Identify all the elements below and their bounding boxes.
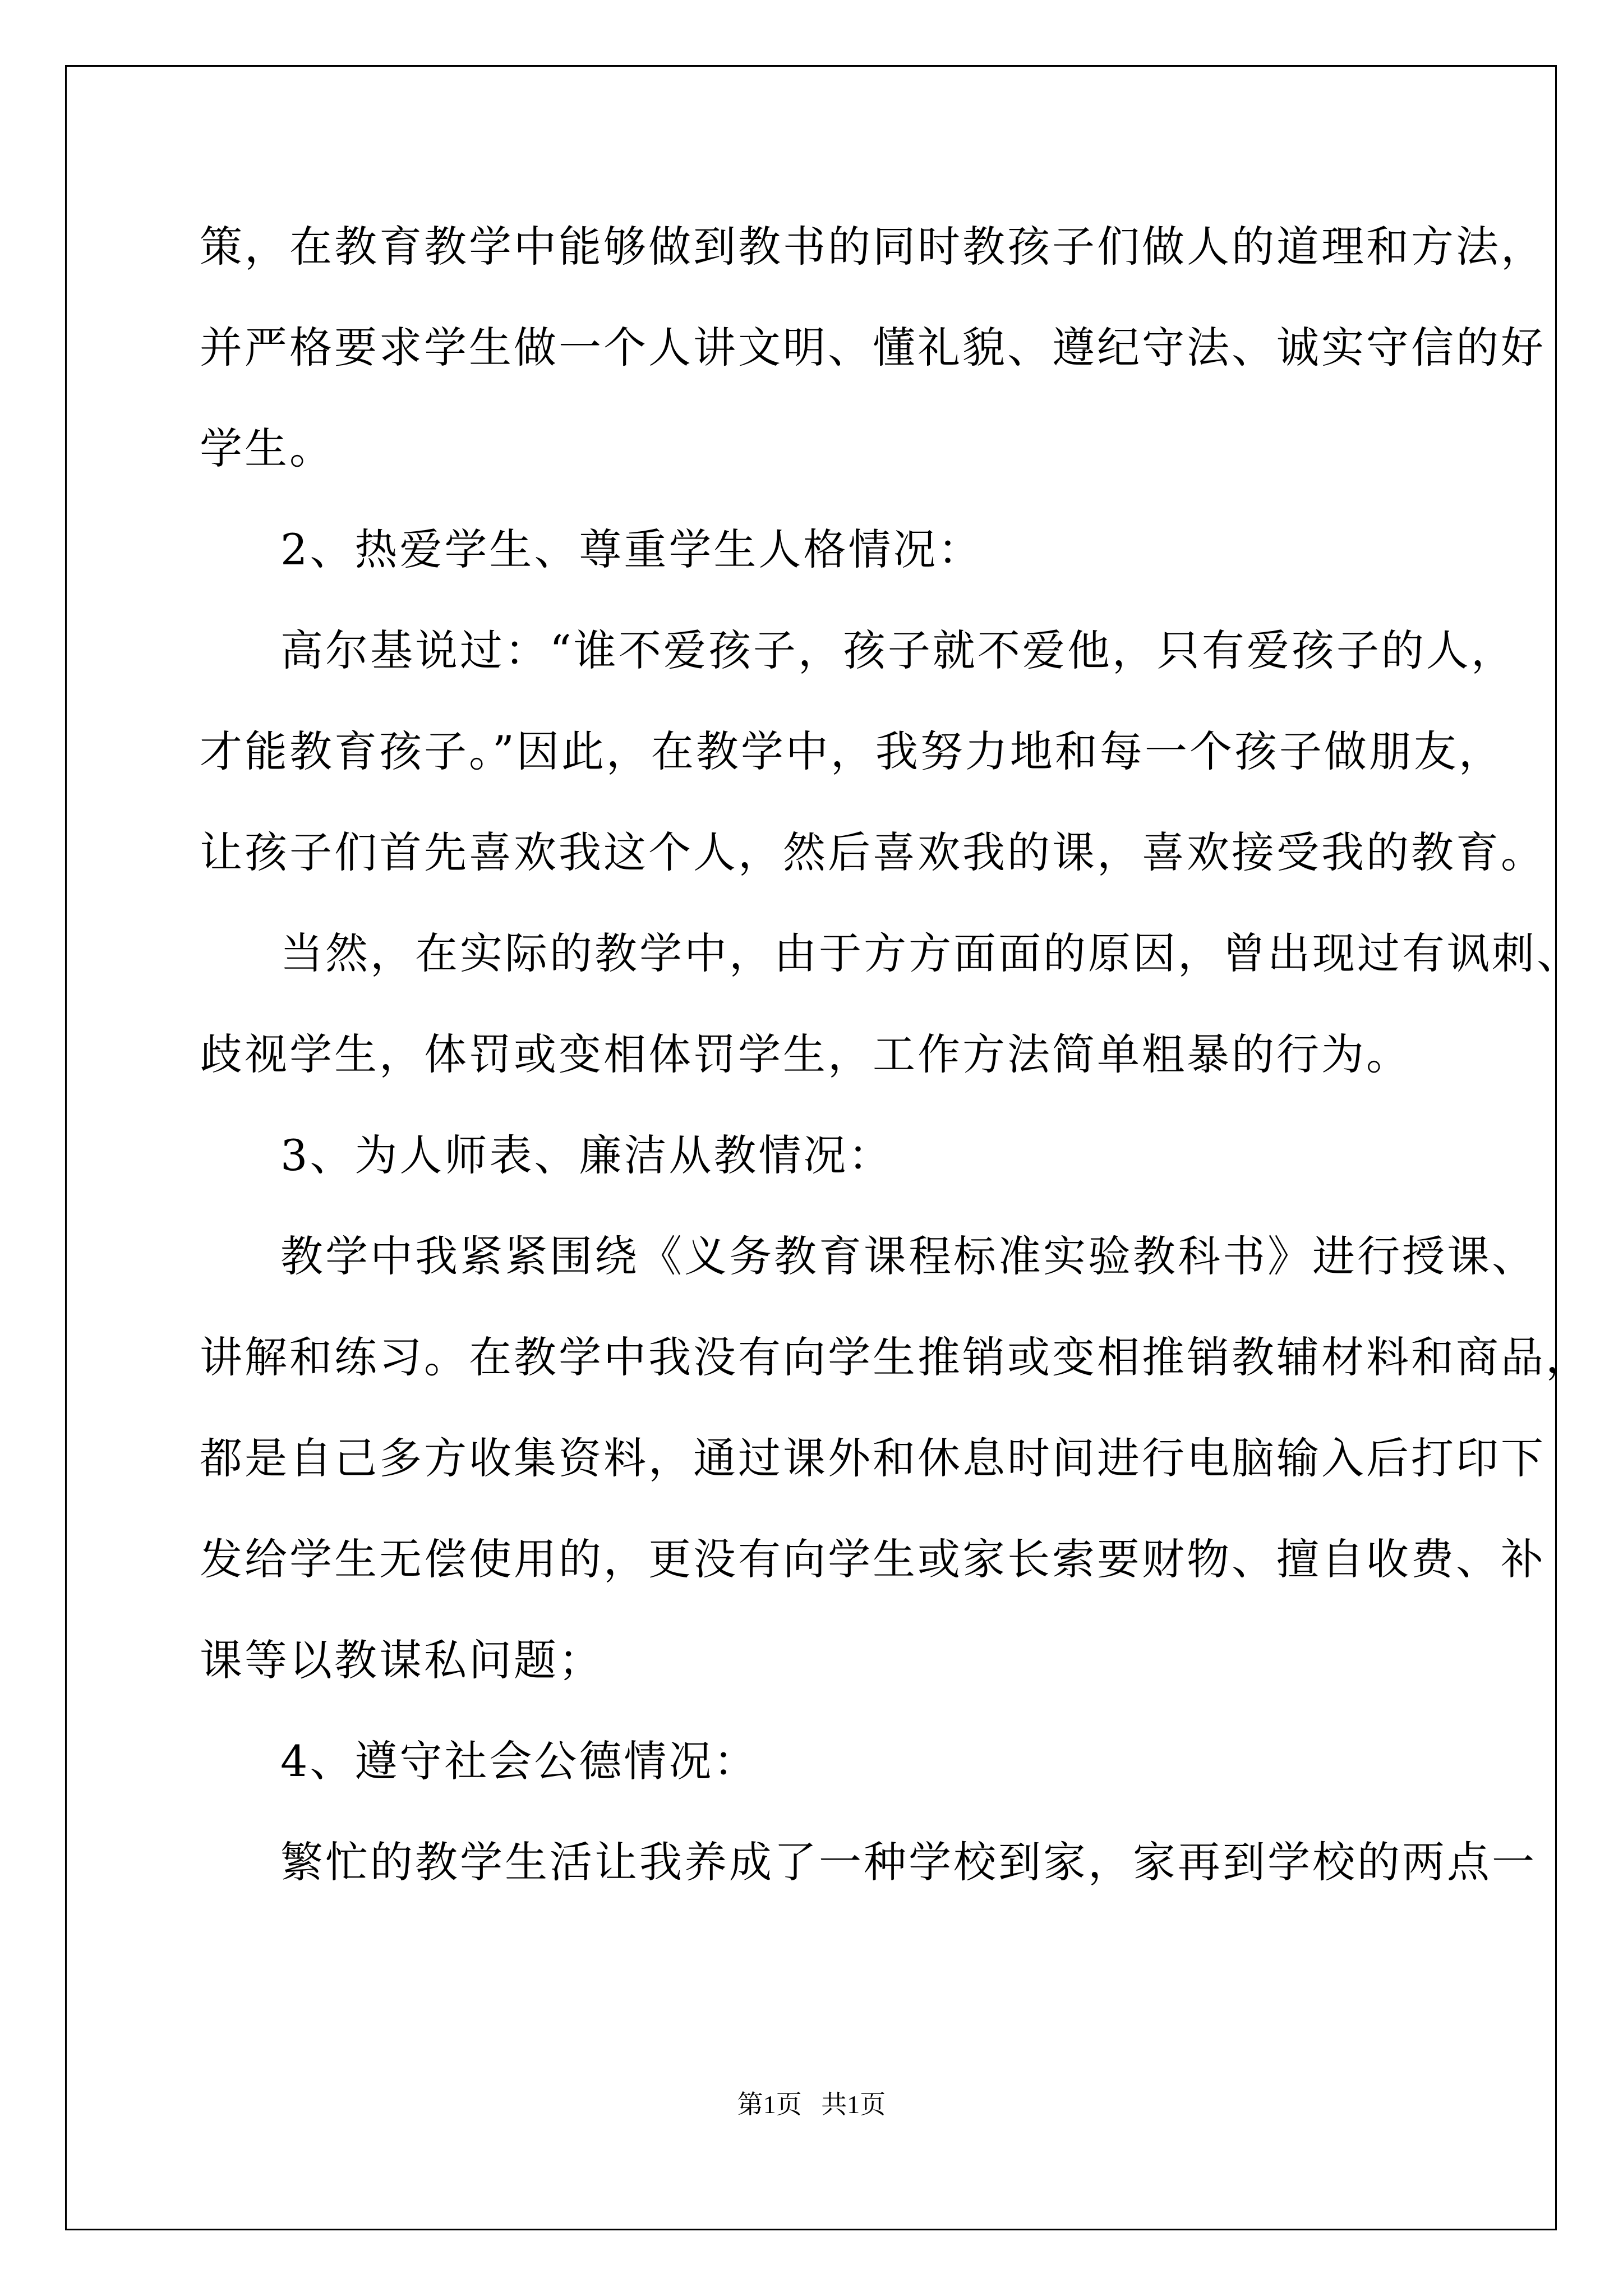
text-line: 并严格要求学生做一个人讲文明、懂礼貌、遵纪守法、诚实守信的好 — [200, 323, 1546, 372]
text-line: 教学中我紧紧围绕《义务教育课程标准实验教科书》进行授课、 — [280, 1231, 1537, 1281]
page-footer — [0, 2088, 1623, 2122]
text-line: 歧视学生，体罚或变相体罚学生，工作方法简单粗暴的行为。 — [200, 1029, 1411, 1079]
text-line: 繁忙的教学生活让我养成了一种学校到家，家再到学校的两点一 — [280, 1837, 1537, 1887]
section-heading: 2、热爱学生、尊重学生人格情况： — [280, 524, 983, 574]
total-pages: 共1页 — [821, 2090, 886, 2119]
text-line: 课等以教谋私问题； — [200, 1635, 603, 1685]
text-line: 高尔基说过：“谁不爱孩子，孩子就不爱他，只有爱孩子的人， — [280, 625, 1516, 675]
section-heading: 4、遵守社会公德情况： — [280, 1736, 759, 1786]
text-line: 发给学生无偿使用的，更没有向学生或家长索要财物、擅自收费、补 — [200, 1534, 1546, 1584]
text-line: 当然，在实际的教学中，由于方方面面的原因，曾出现过有讽刺、 — [280, 928, 1581, 978]
section-heading: 3、为人师表、廉洁从教情况： — [280, 1130, 893, 1180]
text-line: 才能教育孩子。”因此，在教学中，我努力地和每一个孩子做朋友， — [200, 726, 1504, 776]
page-number: 第1页 — [737, 2090, 802, 2119]
text-line: 策，在教育教学中能够做到教书的同时教孩子们做人的道理和方法， — [200, 222, 1546, 272]
footer-spacer — [802, 2090, 822, 2119]
text-line: 让孩子们首先喜欢我这个人，然后喜欢我的课，喜欢接受我的教育。 — [200, 827, 1546, 877]
text-line: 学生。 — [200, 424, 334, 473]
text-line: 都是自己多方收集资料，通过课外和休息时间进行电脑输入后打印下 — [200, 1433, 1546, 1483]
text-line: 讲解和练习。在教学中我没有向学生推销或变相推销教辅材料和商品， — [200, 1332, 1590, 1382]
